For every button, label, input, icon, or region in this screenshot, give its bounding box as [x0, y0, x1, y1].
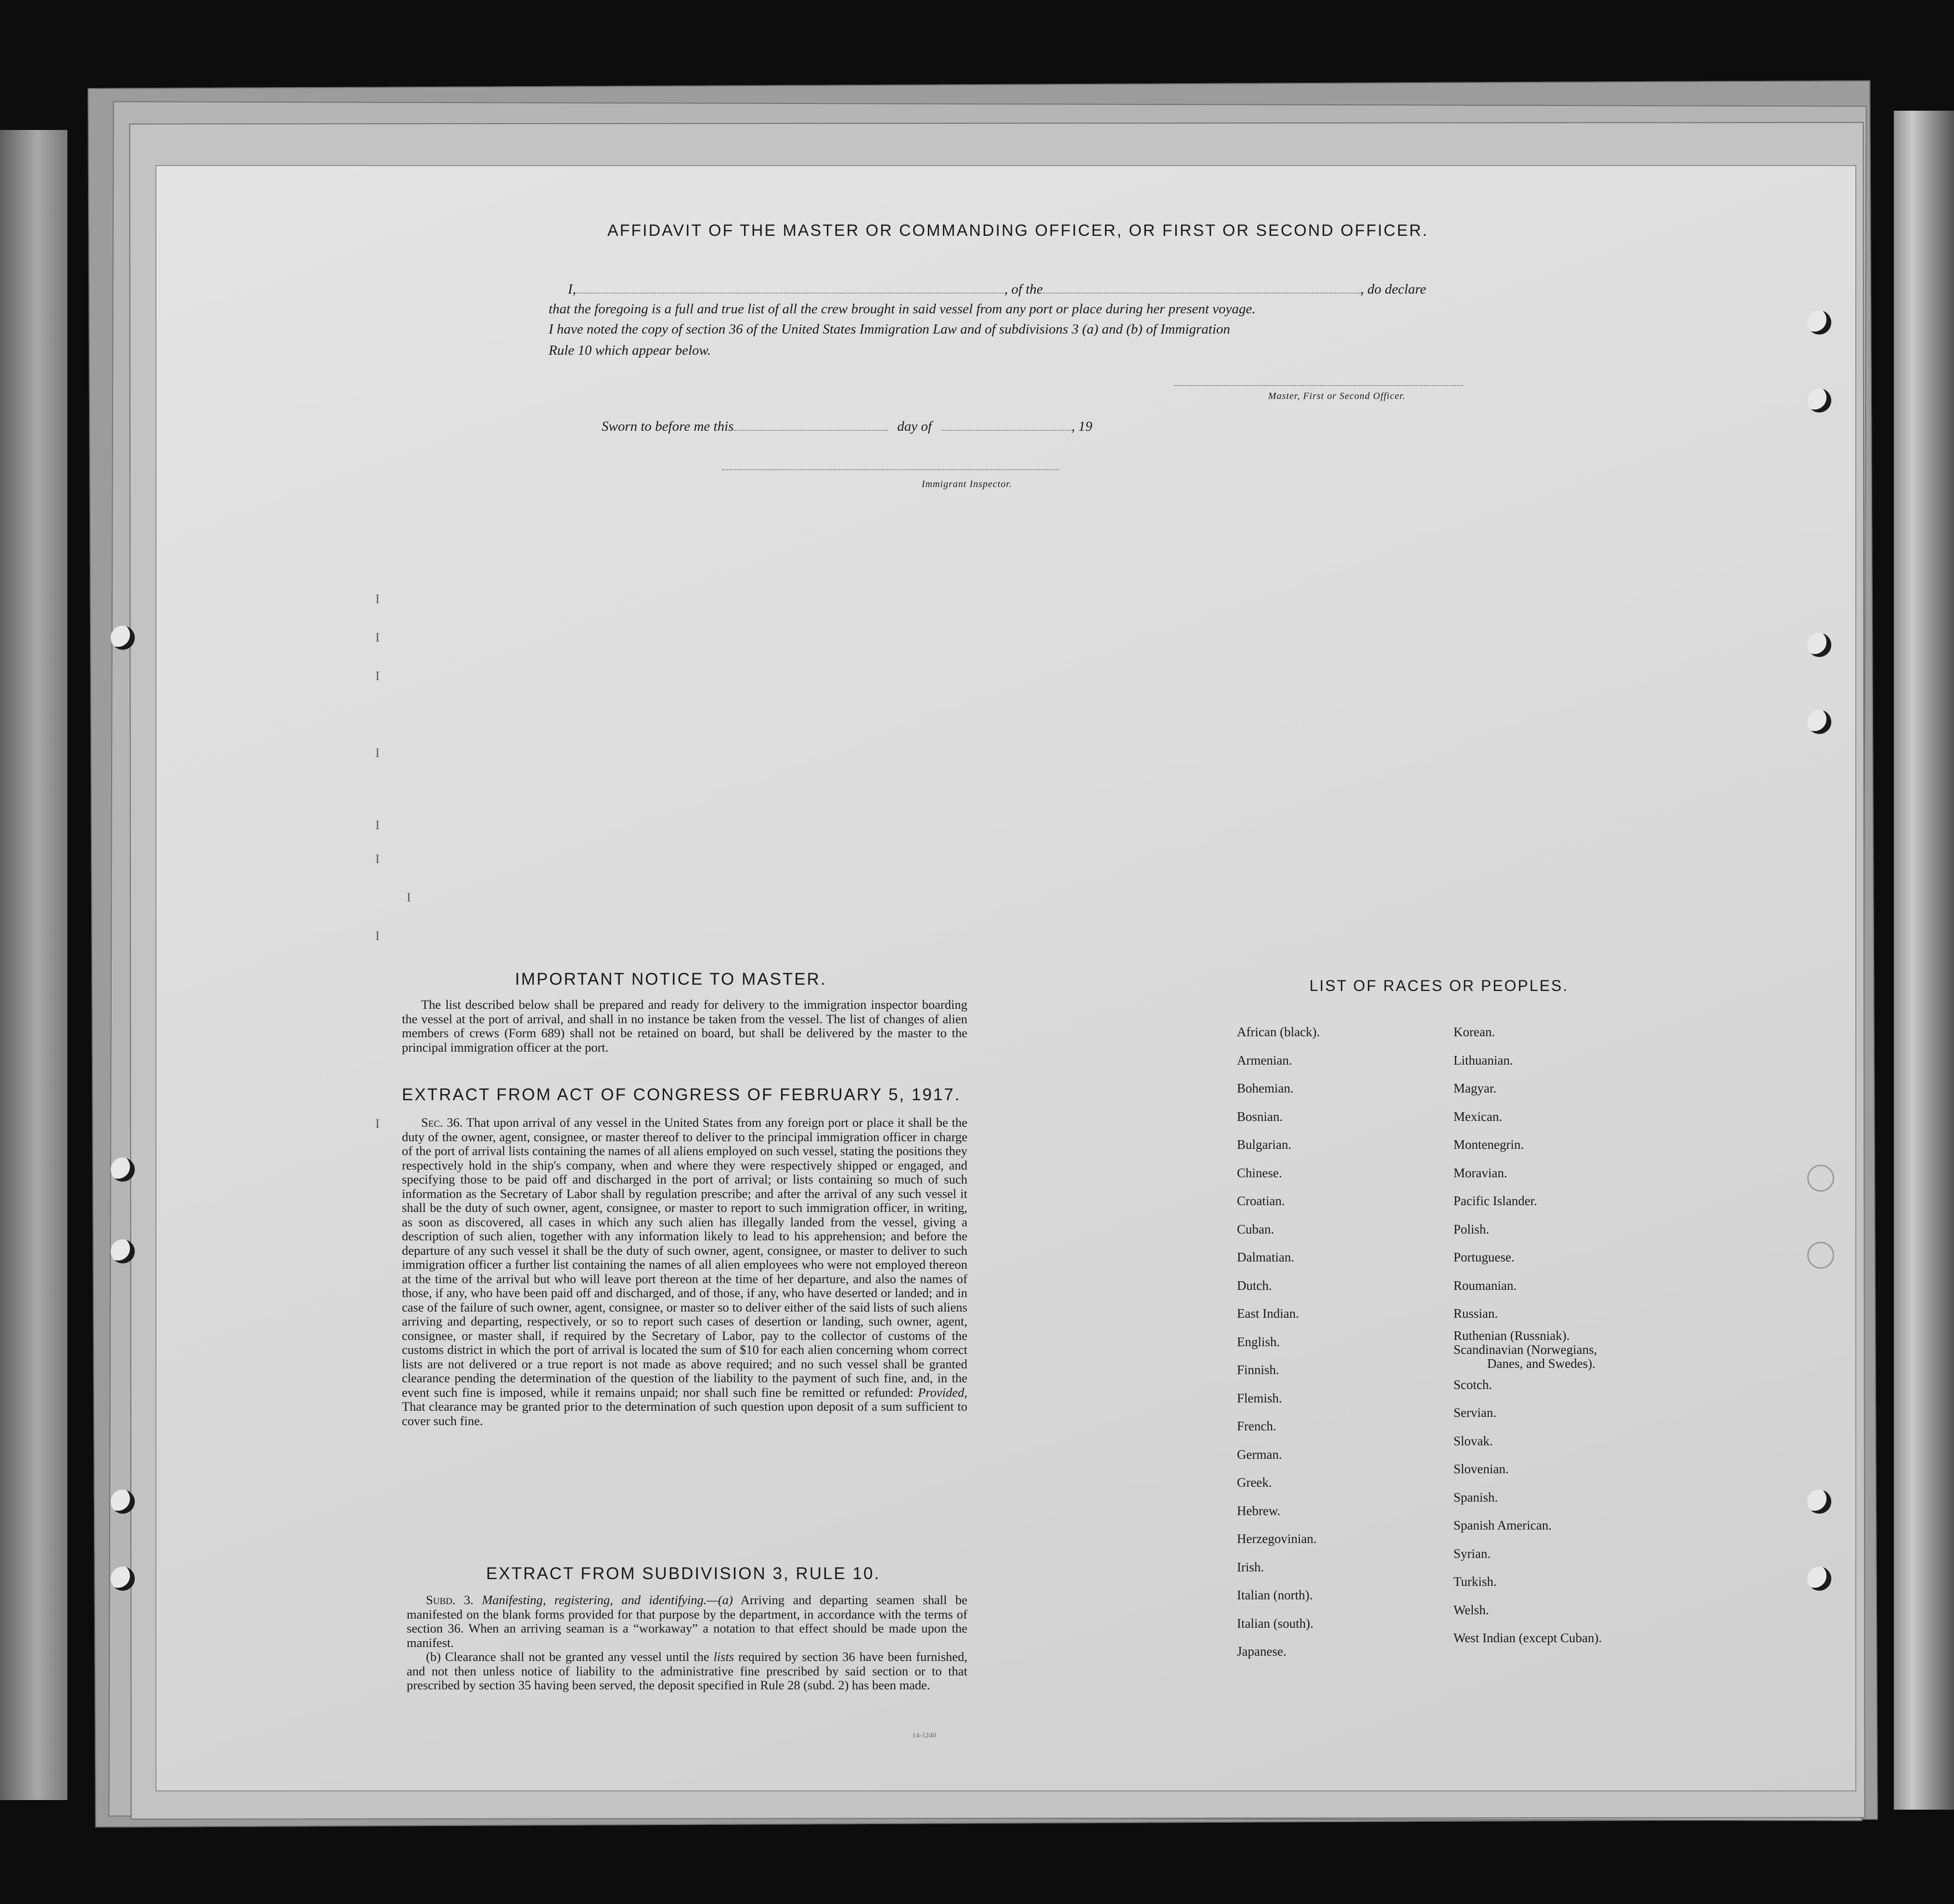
race-item: Ruthenian (Russniak).	[1453, 1328, 1570, 1343]
race-item: Armenian.	[1237, 1053, 1292, 1068]
race-item: Dalmatian.	[1237, 1250, 1295, 1264]
race-item: Moravian.	[1453, 1165, 1507, 1180]
race-item: Cuban.	[1237, 1222, 1274, 1236]
showthrough-mark: I	[375, 929, 380, 943]
race-item: African (black).	[1237, 1025, 1320, 1039]
subd-3b-lists-word: lists	[713, 1649, 734, 1664]
race-item: Herzegovinian.	[1237, 1531, 1317, 1546]
race-item: Irish.	[1237, 1559, 1264, 1574]
race-item: Dutch.	[1237, 1278, 1272, 1293]
races-title: LIST OF RACES OR PEOPLES.	[1309, 977, 1569, 994]
subd-3b-text-end: required by section 36 have been furnished, and not then unless notice of liability to the administrative fine prescribed by said section or to that prescribed by section 35 having been served, the deposit specified in Rule 28 (subd. 2) has been made.	[407, 1649, 968, 1692]
race-item: West Indian (except Cuban).	[1453, 1631, 1602, 1645]
affidavit-i: I,	[568, 282, 576, 297]
form-number: 14-1240	[912, 1732, 936, 1739]
provided-word: Provided,	[918, 1385, 967, 1400]
race-item: Flemish.	[1237, 1390, 1282, 1405]
races-column-left	[1237, 1018, 1320, 1666]
vessel-name-field[interactable]	[1043, 293, 1361, 294]
subd-3a-text: Arriving and departing seamen shall be manifested on the blank forms provided for that purpose by the department, in accordance with the terms of section 36. When an arriving seaman is a “workaway” a notation to that effect should be made upon the manifest.	[407, 1593, 968, 1650]
race-item: Servian.	[1453, 1405, 1497, 1420]
race-item: Italian (north).	[1237, 1588, 1313, 1602]
binder-hole	[1807, 1490, 1831, 1514]
race-item: East Indian.	[1237, 1306, 1299, 1321]
showthrough-mark: I	[375, 1117, 380, 1131]
affidavit-statement-line: Rule 10 which appear below.	[549, 343, 711, 358]
showthrough-mark: I	[375, 746, 380, 760]
binder-hole	[1807, 710, 1831, 734]
notice-paragraph: The list described below shall be prepared and ready for delivery to the immigration inspector boarding the vessel at the port of arrival, and shall in no instance be taken from the vessel. The list of changes of alien members of crews (Form 689) shall not be retained on board, but shall be delivered by the master to the principal immigration officer at the port.	[402, 997, 967, 1055]
race-item: Pacific Islander.	[1453, 1194, 1537, 1208]
binder-hole	[111, 1567, 135, 1591]
affidavit-statement-line: I have noted the copy of section 36 of the United States Immigration Law and of subdivisions 3 (a) and (b) of Immigration	[549, 322, 1231, 337]
sworn-day-field[interactable]	[733, 430, 887, 431]
sec-36-label: Sec. 36.	[421, 1115, 463, 1130]
day-of-text: day of	[897, 419, 932, 434]
binder-hole-showthrough	[1807, 1242, 1834, 1269]
binder-hole	[111, 1490, 135, 1514]
race-item: Syrian.	[1453, 1546, 1491, 1561]
sworn-text: Sworn to before me this	[602, 419, 734, 434]
race-item: Bosnian.	[1237, 1109, 1283, 1124]
affidavit-declaration-line	[568, 282, 1426, 297]
race-item: Lithuanian.	[1453, 1053, 1513, 1068]
sec-36-body: That upon arrival of any vessel in the United States from any foreign port or place it shall be the duty of the owner, agent, consignee, or master thereof to deliver to the principal immigration officer in charge of the port of arrival lists containing the names of all aliens employed on such vessel, stating the positions they respectively hold in the ship's company, when and where they were respectively shipped or engaged, and specifying those to be paid off and discharged in the port of arrival; or lists containing so much of such information as the Secretary of Labor shall by regulation prescribe; and after the arrival of any such vessel it shall be the duty of such owner, agent, consignee, or master to report to such immigration officer, in writing, as soon as discovered, all cases in which any such alien has illegally landed from the vessel, giving a description of such alien, together with any information likely to lead to his apprehension; and before the departure of any such vessel it shall be the duty of such owner, agent, consignee, or master to deliver to such immigration officer a further list containing the names of all alien employees who were not employed thereon at the time of the arrival but who will leave port thereon at the time of her departure, and also the names of those, if any, who have been paid off and discharged, and of those, if any, who have deserted or landed; and in case of the failure of such owner, agent, consignee, or master so to deliver either of the said lists of such aliens arriving and departing, respectively, or so to report such cases of desertion or landing, such owner, agent, consignee, or master shall, if required by the Secretary of Labor, pay to the collector of customs of the customs district in which the port of arrival is located the sum of $10 for each alien concerning whom correct lists are not delivered or a true report is not made as above required; and no such vessel shall be granted clearance pending the determination of the question of the liability to the payment of such fine, and, in the event such fine is imposed, while it remains unpaid; nor shall such fine be remitted or refunded:	[402, 1115, 967, 1400]
binder-hole	[111, 1239, 135, 1263]
race-item: Bohemian.	[1237, 1081, 1294, 1095]
race-item: Montenegrin.	[1453, 1137, 1524, 1152]
binder-hole	[1807, 310, 1831, 334]
subd-3-heading: Manifesting, registering, and identifying.—(a)	[482, 1593, 733, 1607]
subd-3b-text-start: Clearance shall not be granted any vessel until the	[445, 1649, 709, 1664]
affidavit-of-the: , of the	[1004, 282, 1043, 297]
showthrough-mark: I	[375, 592, 380, 606]
inspector-caption: Immigrant Inspector.	[922, 479, 1012, 489]
showthrough-mark: I	[375, 630, 380, 644]
subd-3b-label: (b)	[426, 1649, 441, 1664]
race-item: Turkish.	[1453, 1574, 1497, 1589]
race-item: Bulgarian.	[1237, 1137, 1292, 1152]
race-item: Russian.	[1453, 1306, 1498, 1321]
race-item: Croatian.	[1237, 1194, 1285, 1208]
race-item: Scotch.	[1453, 1377, 1492, 1392]
extract-act-title: EXTRACT FROM ACT OF CONGRESS OF FEBRUARY 5, 1917.	[402, 1085, 961, 1104]
subd-3-label: Subd. 3.	[426, 1593, 474, 1607]
race-item: French.	[1237, 1419, 1276, 1433]
master-signature-caption: Master, First or Second Officer.	[1268, 391, 1406, 401]
race-item: Japanese.	[1237, 1644, 1286, 1659]
race-item: Spanish American.	[1453, 1518, 1552, 1532]
race-item: Slovenian.	[1453, 1462, 1509, 1476]
sec-36-proviso: That clearance may be granted prior to the determination of such question upon deposit of a sum sufficient to cover such fine.	[402, 1399, 967, 1428]
race-item: Scandinavian (Norwegians,	[1453, 1342, 1597, 1357]
binder-hole	[1807, 1567, 1831, 1591]
binder-hole	[1807, 633, 1831, 657]
extract-rule-title: EXTRACT FROM SUBDIVISION 3, RULE 10.	[486, 1564, 881, 1583]
race-item: Slovak.	[1453, 1433, 1493, 1448]
races-column-right	[1453, 1018, 1602, 1652]
master-signature-field[interactable]	[1174, 385, 1463, 386]
affidavit-title: AFFIDAVIT OF THE MASTER OR COMMANDING OFFICER, OR FIRST OR SECOND OFFICER.	[607, 221, 1429, 240]
race-item: Finnish.	[1237, 1363, 1279, 1377]
adjacent-page-edge-left	[0, 130, 67, 1800]
extract-rule-text	[407, 1593, 967, 1693]
notice-title: IMPORTANT NOTICE TO MASTER.	[515, 970, 827, 989]
affidavit-statement-line: that the foregoing is a full and true list of all the crew brought in said vessel from any port or place during her present voyage.	[549, 301, 1256, 317]
race-item: German.	[1237, 1447, 1282, 1462]
binder-hole	[1807, 388, 1831, 412]
race-item: English.	[1237, 1334, 1280, 1349]
race-item: Chinese.	[1237, 1165, 1282, 1180]
showthrough-mark: I	[407, 890, 411, 904]
extract-act-text	[402, 1116, 967, 1428]
binder-hole-showthrough	[1807, 1165, 1834, 1192]
officer-name-field[interactable]	[576, 293, 1004, 294]
sworn-year-prefix: , 19	[1071, 419, 1093, 434]
race-item: Hebrew.	[1237, 1503, 1281, 1518]
showthrough-mark: I	[375, 852, 380, 866]
race-item: Roumanian.	[1453, 1278, 1517, 1293]
sworn-line	[602, 419, 1093, 435]
race-item: Mexican.	[1453, 1109, 1503, 1124]
race-item: Polish.	[1453, 1222, 1490, 1236]
race-item: Greek.	[1237, 1475, 1272, 1490]
affidavit-do-declare: , do declare	[1360, 282, 1427, 297]
binder-hole	[111, 1158, 135, 1182]
race-item: Spanish.	[1453, 1490, 1498, 1505]
race-item: Italian (south).	[1237, 1616, 1313, 1631]
race-item: Korean.	[1453, 1025, 1495, 1039]
binder-hole	[111, 626, 135, 650]
notice-text	[402, 998, 967, 1055]
race-item-continuation: Danes, and Swedes).	[1487, 1356, 1595, 1371]
inspector-signature-field[interactable]	[722, 469, 1059, 470]
adjacent-page-edge-right	[1894, 111, 1954, 1810]
showthrough-mark: I	[375, 818, 380, 832]
showthrough-mark: I	[375, 669, 380, 683]
race-item: Magyar.	[1453, 1081, 1497, 1095]
sworn-month-field[interactable]	[941, 430, 1071, 431]
race-item: Welsh.	[1453, 1602, 1489, 1617]
race-item: Portuguese.	[1453, 1250, 1515, 1264]
